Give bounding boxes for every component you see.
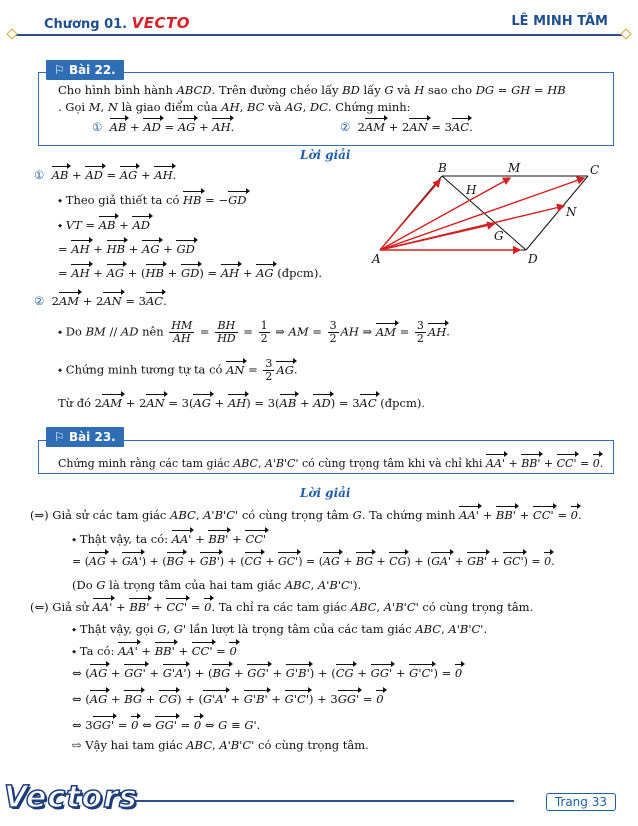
claim-1: ① AB + AD = AG + AH.	[92, 120, 235, 134]
problem-22-text-2: . Gọi M, N là giao điểm của AH, BC và AG, DC. Chứng minh:	[58, 100, 411, 114]
label-h: H	[466, 183, 477, 197]
brand-logo: VECTO	[131, 14, 190, 32]
label-c: C	[590, 163, 600, 177]
sol23-p1: (⇒) Giả sử các tam giác ABC, A'B'C' có cùng trọng tâm G. Ta chứng minh AA' + BB' + CC' = 0.	[30, 508, 582, 522]
solution-heading-22: Lời giải	[300, 148, 351, 162]
problem-23-badge: ⚐ Bài 23.	[46, 427, 124, 447]
sol23-p5: (⇐) Giả sử AA' + BB' + CC' = 0. Ta chỉ ra các tam giác ABC, A'B'C' có cùng trọng tâm.	[30, 600, 534, 614]
header-rule	[12, 34, 626, 36]
sol23-p8: ⇔ (AG + GG' + G'A') + (BG + GG' + G'B') + (CG + GG' + G'C') = 0	[72, 666, 463, 680]
problem-22-badge: ⚐ Bài 22.	[46, 60, 124, 80]
sol22-line7: ⬩ Do BM // AD nên $\frac{HM}{AH}$ = $\frac{BH}{HD}$ = $\frac{1}{2}$ ⇒ AM = $\frac{3}{2}$ AH ⇒ AM = $\frac{3}{2}$ AH.	[58, 319, 450, 345]
header-ornament-right	[620, 28, 631, 39]
sol22-line5: = AH + AG + (HB + GD) = AH + AG (đpcm).	[58, 266, 322, 280]
parallelogram-figure	[370, 162, 610, 266]
problem-22-text: Cho hình bình hành ABCD. Trên đường chéo lấy BD lấy G và H sao cho DG = GH = HB	[58, 83, 566, 97]
sol22-line8: ⬩ Chứng minh tương tự ta có AN = $\frac{3}{2}$ AG.	[58, 357, 298, 383]
sol23-p4: (Do G là trọng tâm của hai tam giác ABC, A'B'C').	[72, 578, 362, 592]
label-b: B	[438, 162, 447, 175]
sol23-p10: ⇔ 3GG' = 0 ⇔ GG' = 0 ⇔ G ≡ G'.	[72, 718, 261, 732]
chapter-title: Chương 01. VECTO	[44, 14, 190, 32]
label-m: M	[508, 162, 521, 175]
problem-23-text: Chứng minh rằng các tam giác ABC, A'B'C' có cùng trọng tâm khi và chỉ khi AA' + BB' + CC' = 0.	[58, 457, 604, 470]
header-ornament-left	[6, 28, 17, 39]
footer-rule	[120, 800, 514, 802]
vectors-logo: Vectors	[4, 780, 138, 815]
label-a: A	[372, 252, 381, 266]
solution-heading-23: Lời giải	[300, 486, 351, 500]
sol22-line2: ⬩ Theo giả thiết ta có HB = −GD	[58, 193, 247, 207]
sol22-line3: ⬩ VT = AB + AD	[58, 218, 150, 232]
label-d: D	[528, 252, 538, 266]
sol22-line9: Từ đó 2AM + 2AN = 3(AG + AH) = 3(AB + AD) = 3AC (đpcm).	[58, 396, 425, 410]
author-name: LÊ MINH TÂM	[511, 14, 608, 29]
claim-2: ② 2AM + 2AN = 3AC.	[340, 120, 473, 134]
sol23-p2: ⬩ Thật vậy, ta có: AA' + BB' + CC'	[72, 532, 267, 546]
page-number: Trang 33	[546, 793, 616, 811]
sol22-line1: ① AB + AD = AG + AH.	[34, 168, 177, 182]
sol23-p7: ⬩ Ta có: AA' + BB' + CC' = 0	[72, 644, 237, 658]
label-n: N	[566, 205, 577, 219]
sol23-p6: ⬩ Thật vậy, gọi G, G' lần lượt là trọng tâm của các tam giác ABC, A'B'C'.	[72, 622, 488, 636]
sol23-p3: = (AG + GA') + (BG + GB') + (CG + GC') = (AG + BG + CG) + (GA' + GB' + GC') = 0.	[72, 555, 555, 568]
sol23-p11: ⇨ Vậy hai tam giác ABC, A'B'C' có cùng trọng tâm.	[72, 738, 369, 752]
label-g: G	[494, 229, 504, 243]
sol22-line6: ② 2AM + 2AN = 3AC.	[34, 294, 167, 308]
sol22-line4: = AH + HB + AG + GD	[58, 242, 195, 256]
sol23-p9: ⇔ (AG + BG + CG) + (G'A' + G'B' + G'C') + 3GG' = 0	[72, 692, 384, 706]
